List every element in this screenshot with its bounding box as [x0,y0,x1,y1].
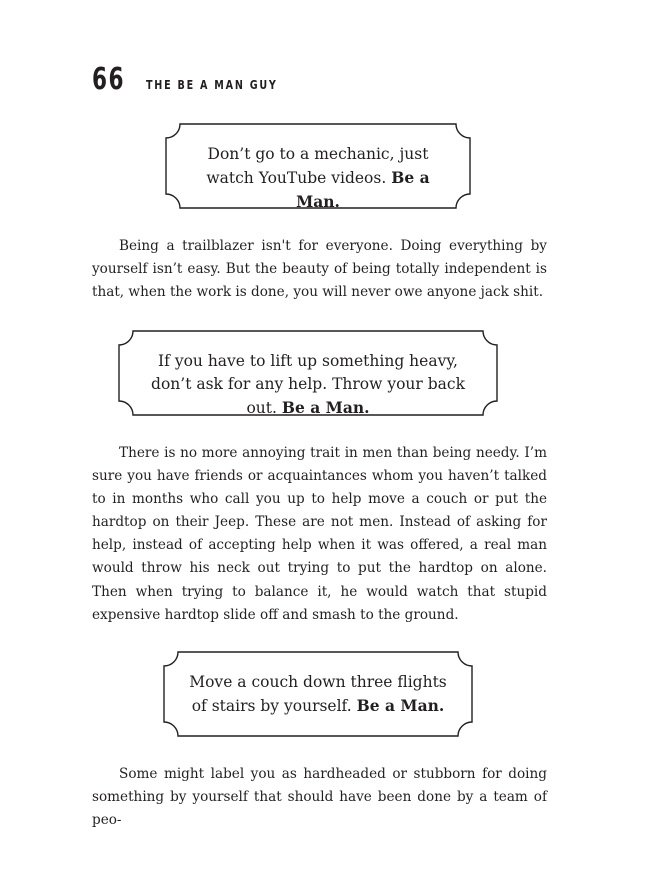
page-number: 66 [92,62,125,97]
callout-frame-2 [113,327,503,419]
running-head-title: THE BE A MAN GUY [146,78,278,92]
paragraph-3-text: Some might label you as hardheaded or stubborn for doing something by yourself that should have been done by a team of peo- [92,766,547,829]
callout-1-body: Don’t go to a mechanic, just watch YouTube videos. [206,145,429,187]
paragraph-2-text: There is no more annoying trait in men than being needy. I’m sure you have friends or acquaintances whom you haven’t talked to in months who call you up to help move a couch or put the hardtop on their Jeep. These are not men. Instead of asking for help, instead of accepting help when it was offered, a real man would throw his neck out trying to put the hardtop on alone. Then when trying to balance it, he would watch that stupid expensive hardtop slide off and smash to the ground. [92,445,547,623]
paragraph-1-text: Being a trailblazer isn't for everyone. Doing everything by yourself isn’t easy. But the beauty of being totally independent is that, when the work is done, you will never owe anyone jack shit. [92,238,547,301]
running-header [92,62,311,97]
body-paragraph-2 [92,442,547,627]
callout-1-emphasis: Be a Man. [296,168,430,211]
body-paragraph-3 [92,763,547,832]
callout-text-2 [113,350,503,420]
callout-2-body: If you have to lift up something heavy, don’t ask for any help. Throw your back out. [151,352,465,417]
callout-text-1 [160,143,476,214]
body-paragraph-1 [92,235,547,304]
callout-2-emphasis: Be a Man. [281,398,370,417]
callout-3-body: Move a couch down three flights of stairs by yourself. [189,673,447,715]
callout-frame-3 [158,648,478,740]
callout-3-emphasis: Be a Man. [356,696,445,715]
callout-text-3 [158,671,478,718]
callout-frame-1 [160,120,476,212]
